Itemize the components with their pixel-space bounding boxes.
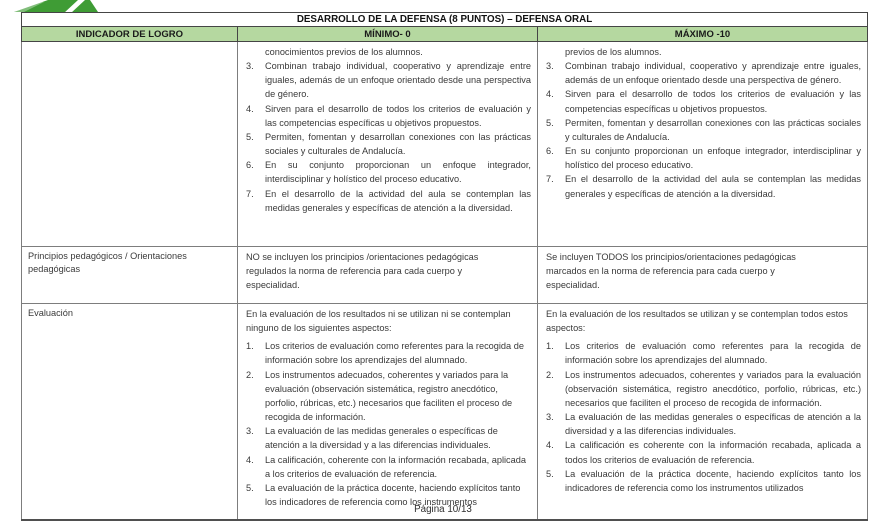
list-item	[246, 158, 531, 186]
list-item-text: La evaluación de la práctica docente, haciendo explícitos tanto los indicadores de referencia como los instrumentos	[265, 482, 521, 508]
cell-maximo-2	[538, 247, 868, 304]
table-row	[22, 304, 868, 521]
list-item-text: En el desarrollo de la actividad del aula se contemplan las medidas generales y específicas de atención a la diversidad.	[565, 174, 862, 199]
list-item	[246, 102, 531, 130]
list-item-number: 5.	[546, 117, 554, 128]
cell-indicator-3: Evaluación	[22, 304, 238, 521]
list-item-text: Los instrumentos adecuados, coherentes y variados para la evaluación (observación sistemática, registro anecdótico, porfolio, rúbricas, etc.) necesarios que faciliten el proceso de recogida de información.	[565, 369, 862, 408]
list-item-number: 6.	[546, 146, 554, 157]
list-item-number: 5.	[246, 131, 254, 142]
rubric-table	[21, 12, 868, 521]
list-item-number: 5.	[546, 468, 554, 479]
list-item	[546, 467, 861, 495]
table-title: DESARROLLO DE LA DEFENSA (8 PUNTOS) – DEFENSA ORAL	[22, 13, 868, 27]
page-number: Página 10/13	[414, 504, 472, 515]
list-item-text: Combinan trabajo individual, cooperativo y aprendizaje entre iguales, además de un enfoque orientado desde una perspectiva de género.	[565, 61, 862, 86]
list-item-number: 7.	[546, 174, 554, 185]
list-item-number: 4.	[546, 89, 554, 100]
cell-minimo-2	[238, 247, 538, 304]
list-item-text: La calificación es coherente con la información recabada, aplicada a todos los criterios de evaluación de referencia.	[565, 440, 862, 465]
list-item-number: 5.	[246, 482, 254, 493]
list-item	[546, 59, 861, 87]
list-item-text: Permiten, fomentan y desarrollan conexiones con las prácticas sociales y culturales de Andalucía.	[565, 117, 862, 142]
list-item	[246, 424, 531, 452]
cell-intro: En la evaluación de los resultados se utilizan y se contemplan todos estos aspectos:	[546, 309, 848, 334]
list-item-number: 3.	[546, 61, 554, 72]
cell-minimo-3	[238, 304, 538, 521]
list-item-number: 3.	[546, 412, 554, 423]
list-item-number: 7.	[246, 188, 254, 199]
list-item-text: Sirven para el desarrollo de todos los criterios de evaluación y las competencias específicas u objetivos propuestos.	[565, 89, 862, 114]
cell-maximo-1	[538, 42, 868, 247]
table-header-row	[22, 27, 868, 42]
table-row	[22, 42, 868, 247]
cell-minimo-1	[238, 42, 538, 247]
list-item-number: 6.	[246, 160, 254, 171]
numbered-list	[246, 339, 531, 509]
list-item-text: La evaluación de las medidas generales o específicas de atención a la diversidad y a las diferencias individuales.	[565, 412, 862, 437]
list-item	[546, 172, 861, 200]
list-item-number: 3.	[246, 61, 254, 72]
continuation-text: previos de los alumnos.	[565, 47, 662, 57]
list-item-text: La evaluación de la práctica docente, haciendo explícitos tanto los indicadores de referencia como los instrumentos utilizados	[565, 468, 862, 493]
list-item-text: La evaluación de las medidas generales o específicas de atención a la diversidad y a las diferencias individuales.	[265, 426, 498, 451]
column-header-minimo: MÍNIMO- 0	[238, 27, 538, 42]
continuation-text: conocimientos previos de los alumnos.	[265, 47, 423, 57]
list-item-text: Los instrumentos adecuados, coherentes y variados para la evaluación (observación sistemática, registro anecdótico, porfolio, rúbricas, etc.) necesarios que faciliten el proceso de recogida de información.	[265, 369, 513, 423]
numbered-list	[546, 59, 861, 201]
list-item	[246, 187, 531, 215]
list-item	[546, 339, 861, 367]
list-item	[246, 130, 531, 158]
list-item-number: 4.	[246, 454, 254, 465]
cell-text: Se incluyen TODOS los principios/orientaciones pedagógicas marcados en la norma de referencia para cada cuerpo y especialidad.	[546, 252, 796, 291]
list-item-text: Los criterios de evaluación como referentes para la recogida de información sobre los aprendizajes del alumnado.	[265, 341, 524, 366]
list-item	[246, 339, 531, 367]
list-item-text: En su conjunto proporcionan un enfoque integrador, interdisciplinar y holístico del proceso educativo.	[265, 160, 531, 185]
column-header-indicator: INDICADOR DE LOGRO	[22, 27, 238, 42]
list-item-number: 1.	[546, 341, 554, 352]
cell-indicator-2: Principios pedagógicos / Orientaciones pedagógicas	[22, 247, 238, 304]
table-title-row	[22, 13, 868, 27]
list-item-text: En su conjunto proporcionan un enfoque integrador, interdisciplinar y holístico del proceso educativo.	[565, 146, 862, 171]
list-item-text: La calificación, coherente con la información recabada, aplicada a los criterios de evaluación de referencia.	[265, 454, 526, 479]
list-item-text: Combinan trabajo individual, cooperativo y aprendizaje entre iguales, además de un enfoque orientado desde una perspectiva de género.	[265, 61, 531, 100]
list-item-text: Los criterios de evaluación como referentes para la recogida de información sobre los aprendizajes del alumnado.	[565, 341, 862, 366]
cell-text: NO se incluyen los principios /orientaciones pedagógicas regulados la norma de referencia para cada cuerpo y especialidad.	[246, 252, 479, 291]
list-item	[246, 59, 531, 101]
column-header-maximo: MÁXIMO -10	[538, 27, 868, 42]
list-item	[546, 368, 861, 410]
list-item-number: 2.	[246, 369, 254, 380]
numbered-list	[246, 59, 531, 215]
list-item	[246, 453, 531, 481]
cell-maximo-3	[538, 304, 868, 521]
list-item-number: 4.	[546, 440, 554, 451]
table-row	[22, 247, 868, 304]
list-item	[546, 87, 861, 115]
list-item	[546, 438, 861, 466]
list-item-number: 4.	[246, 103, 254, 114]
list-item-text: Permiten, fomentan y desarrollan conexiones con las prácticas sociales y culturales de Andalucía.	[265, 131, 531, 157]
list-item-number: 3.	[246, 426, 254, 437]
list-item-number: 2.	[546, 369, 554, 380]
list-item	[546, 116, 861, 144]
list-item-number: 1.	[246, 341, 254, 352]
list-item	[546, 410, 861, 438]
list-item-text: En el desarrollo de la actividad del aula se contemplan las medidas generales y específicas de atención a la diversidad.	[265, 188, 531, 213]
list-item	[246, 368, 531, 425]
cell-indicator-1	[22, 42, 238, 247]
numbered-list	[546, 339, 861, 495]
list-item-text: Sirven para el desarrollo de todos los criterios de evaluación y las competencias específicas u objetivos propuestos.	[265, 103, 531, 128]
cell-intro: En la evaluación de los resultados ni se utilizan ni se contemplan ninguno de los siguientes aspectos:	[246, 309, 511, 334]
list-item	[546, 144, 861, 172]
